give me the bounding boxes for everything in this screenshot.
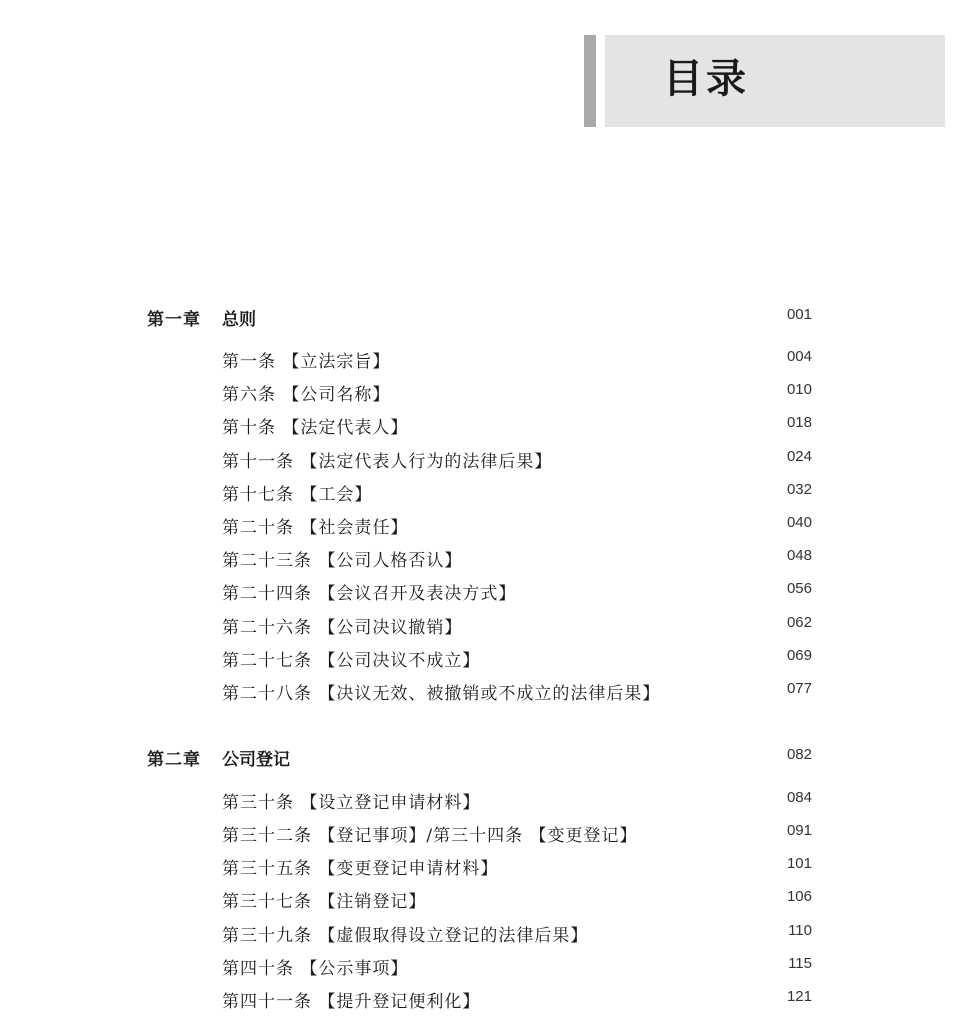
article-title: 第十条 【法定代表人】 <box>222 418 409 438</box>
article-title: 第三十五条 【变更登记申请材料】 <box>222 859 499 879</box>
toc-entry[interactable] <box>222 854 812 880</box>
article-title: 第一条 【立法宗旨】 <box>222 352 391 372</box>
toc-entry[interactable] <box>222 447 812 473</box>
article-title: 第三十七条 【注销登记】 <box>222 892 427 912</box>
page-number: 082 <box>786 746 812 763</box>
article-title: 第十七条 【工会】 <box>222 485 373 505</box>
toc-entry[interactable] <box>222 413 812 439</box>
article-title: 第三十二条 【登记事项】/第三十四条 【变更登记】 <box>222 826 638 846</box>
chapter-heading[interactable] <box>147 305 812 331</box>
toc-entry[interactable] <box>222 380 812 406</box>
article-title: 第二十七条 【公司决议不成立】 <box>222 651 481 671</box>
page-number: 032 <box>786 481 812 498</box>
toc-entry[interactable] <box>222 480 812 506</box>
toc-entry[interactable] <box>222 921 812 947</box>
page-number: 106 <box>786 888 812 905</box>
toc-entry[interactable] <box>222 821 812 847</box>
page-number: 110 <box>788 922 812 939</box>
toc-entry[interactable] <box>222 788 812 814</box>
toc-entry[interactable] <box>222 987 812 1013</box>
page-number: 024 <box>786 448 812 465</box>
page-number: 018 <box>786 414 812 431</box>
toc-entry[interactable] <box>222 513 812 539</box>
page-number: 001 <box>786 306 812 323</box>
chapter-number: 第二章 <box>147 750 201 770</box>
article-title: 第二十三条 【公司人格否认】 <box>222 551 463 571</box>
page-number: 062 <box>786 614 812 631</box>
toc-entry[interactable] <box>222 646 812 672</box>
page-number: 091 <box>786 822 812 839</box>
page-number: 056 <box>786 580 812 597</box>
page-number: 004 <box>786 348 812 365</box>
page-number: 069 <box>786 647 812 664</box>
page-number: 048 <box>786 547 812 564</box>
page-number: 040 <box>786 514 812 531</box>
article-title: 第四十一条 【提升登记便利化】 <box>222 992 481 1012</box>
toc-entry[interactable] <box>222 679 812 705</box>
toc-entry[interactable] <box>222 546 812 572</box>
toc-entry[interactable] <box>222 954 812 980</box>
page-title: 目录 <box>663 56 749 102</box>
toc-entry[interactable] <box>222 887 812 913</box>
page-number: 121 <box>786 988 812 1005</box>
page-number: 077 <box>786 680 812 697</box>
article-title: 第四十条 【公示事项】 <box>222 959 409 979</box>
chapter-heading[interactable] <box>147 745 812 771</box>
article-title: 第三十九条 【虚假取得设立登记的法律后果】 <box>222 926 589 946</box>
page-number: 010 <box>786 381 812 398</box>
chapter-number: 第一章 <box>147 310 201 330</box>
chapter-title: 总则 <box>222 310 256 330</box>
page-number: 084 <box>786 789 812 806</box>
page-number: 101 <box>786 855 812 872</box>
toc-entry[interactable] <box>222 579 812 605</box>
toc-entry[interactable] <box>222 347 812 373</box>
article-title: 第二十条 【社会责任】 <box>222 518 409 538</box>
toc-entry[interactable] <box>222 613 812 639</box>
chapter-title: 公司登记 <box>222 750 290 770</box>
article-title: 第二十四条 【会议召开及表决方式】 <box>222 584 517 604</box>
article-title: 第二十八条 【决议无效、被撤销或不成立的法律后果】 <box>222 684 661 704</box>
article-title: 第二十六条 【公司决议撤销】 <box>222 618 463 638</box>
article-title: 第三十条 【设立登记申请材料】 <box>222 793 481 813</box>
article-title: 第十一条 【法定代表人行为的法律后果】 <box>222 452 553 472</box>
page-number: 115 <box>788 955 812 972</box>
article-title: 第六条 【公司名称】 <box>222 385 391 405</box>
